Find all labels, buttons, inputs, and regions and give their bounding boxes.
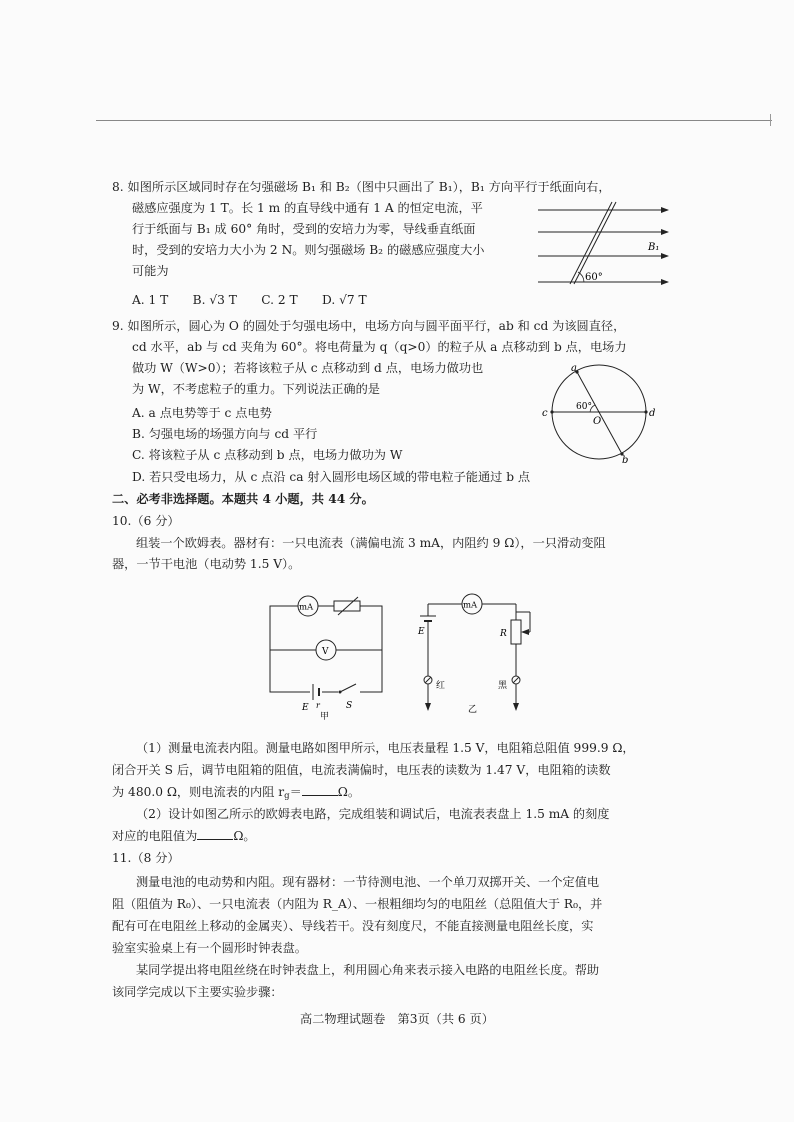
label-s: S xyxy=(346,701,353,711)
point-d xyxy=(644,410,647,413)
q8-line2: 磁感应强度为 1 T。长 1 m 的直导线中通有 1 A 的恒定电流，平 xyxy=(132,201,483,215)
q10-part1-line1: （1）测量电流表内阻。测量电路如图甲所示，电压表量程 1.5 V，电阻箱总阻值 999.9 Ω， xyxy=(136,741,635,755)
label-red: 红 xyxy=(436,681,446,691)
ammeter-label: mA xyxy=(463,600,478,611)
q9-option-b: B. 匀强电场的场强方向与 cd 平行 xyxy=(132,427,318,441)
q9-line2: cd 水平，ab 与 cd 夹角为 60°。将电荷量为 q（q>0）的粒子从 a 点移动到 b 点，电场力 xyxy=(132,340,627,354)
q11-line3: 配有可在电阻丝上移动的金属夹）、导线若干。没有刻度尺，不能直接测量电阻丝长度，实 xyxy=(112,919,594,933)
q9-option-d: D. 若只受电场力，从 c 点沿 ca 射入圆形电场区域的带电粒子能通过 b 点 xyxy=(132,470,531,484)
q10-part1-text: 为 480.0 Ω，则电流表的内阻 r xyxy=(112,785,285,799)
label-black: 黑 xyxy=(498,681,508,691)
unit-ohm: Ω。 xyxy=(233,829,256,843)
caption-jia: 甲 xyxy=(320,712,330,720)
q9-line3: 做功 W（W>0）；若将该粒子从 c 点移动到 d 点，电场力做功也 xyxy=(132,361,484,375)
label-r: R xyxy=(500,629,507,639)
q9-option-a: A. a 点电势等于 c 点电势 xyxy=(132,406,272,420)
label-b: b xyxy=(622,455,629,464)
q9-circle-field-figure xyxy=(540,362,660,464)
equals-sign: ＝ xyxy=(289,785,302,799)
q9-line4: 为 W，不考虑粒子的重力。下列说法正确的是 xyxy=(132,382,380,396)
q9-line1: 9. 如图所示，圆心为 O 的圆处于匀强电场中，电场方向与圆平面平行，ab 和 cd 为该圆直径， xyxy=(112,319,626,333)
answer-blank-rg[interactable] xyxy=(302,785,338,796)
rg-subscript: g xyxy=(284,791,290,801)
diameter-ab xyxy=(577,372,622,454)
label-r: r xyxy=(316,701,320,710)
q10-heading: 10.（6 分） xyxy=(112,514,180,528)
label-a: a xyxy=(571,363,577,374)
top-rule xyxy=(96,120,772,121)
point-c xyxy=(550,410,553,413)
label-e: E xyxy=(418,627,425,637)
b1-label: B₁ xyxy=(648,242,660,253)
q10-part2-line2 xyxy=(112,828,256,844)
q10-part1-line2: 闭合开关 S 后，调节电阻箱的阻值，电流表满偏时，电压表的读数为 1.47 V，电阻箱的读数 xyxy=(112,763,611,777)
q11-heading: 11.（8 分） xyxy=(112,851,180,865)
q10-ohmmeter-yi xyxy=(414,590,544,718)
unit-ohm: Ω。 xyxy=(337,785,361,799)
q8-line5: 可能为 xyxy=(132,264,169,278)
q10-circuit-jia xyxy=(262,590,394,720)
q11-line2: 阻（阻值为 R₀）、一只电流表（内阻为 R_A）、一根粗细均匀的电阻丝（总阻值大于 R₀，并 xyxy=(112,897,603,911)
rheostat xyxy=(511,620,521,644)
label-c: c xyxy=(542,408,548,419)
label-e: E xyxy=(302,703,309,713)
ammeter-label: mA xyxy=(299,602,314,613)
q9-option-c: C. 将该粒子从 c 点移动到 b 点，电场力做功为 W xyxy=(132,448,403,462)
q8-line1: 8. 如图所示区域同时存在匀强磁场 B₁ 和 B₂（图中只画出了 B₁），B₁ 方向平行于纸面向右， xyxy=(112,180,611,194)
section-2-heading: 二、必考非选择题。本题共 4 小题，共 44 分。 xyxy=(112,492,374,506)
q11-line1: 测量电池的电动势和内阻。现有器材：一节待测电池、一个单刀双掷开关、一个定值电 xyxy=(136,875,600,889)
q10-intro1: 组装一个欧姆表。器材有：一只电流表（满偏电流 3 mA，内阻约 9 Ω），一只滑动变阻 xyxy=(136,536,606,550)
battery-gap xyxy=(310,686,322,698)
q8-line3: 行于纸面与 B₁ 成 60° 角时，受到的安培力为零，导线垂直纸面 xyxy=(132,222,476,236)
edge-mark xyxy=(770,114,771,126)
q8-magnetic-field-figure xyxy=(530,200,680,296)
q11-line6: 该同学完成以下主要实验步骤： xyxy=(112,985,283,999)
q8-options: A. 1 T B. √3 T C. 2 T D. √7 T xyxy=(132,293,367,307)
q10-intro2: 器，一节干电池（电动势 1.5 V）。 xyxy=(112,557,301,571)
answer-blank-resistance[interactable] xyxy=(197,829,233,840)
q10-part2-text: 对应的电阻值为 xyxy=(112,829,198,843)
resistance-box xyxy=(334,601,360,611)
q10-part2-line1: （2）设计如图乙所示的欧姆表电路，完成组装和调试后，电流表表盘上 1.5 mA 的刻度 xyxy=(136,807,610,821)
q11-line5: 某同学提出将电阻丝绕在时钟表盘上，利用圆心角来表示接入电路的电阻丝长度。帮助 xyxy=(136,963,600,977)
label-o: O xyxy=(593,416,602,427)
page-footer: 高二物理试题卷 第3页（共 6 页） xyxy=(300,1012,494,1026)
voltmeter-label: V xyxy=(322,647,329,657)
caption-yi: 乙 xyxy=(468,705,478,715)
q10-part1-line3 xyxy=(112,784,360,804)
q8-line4: 时，受到的安培力大小为 2 N。则匀强磁场 B₂ 的磁感应强度大小 xyxy=(132,243,485,257)
angle-label: 60° xyxy=(585,272,603,283)
label-d: d xyxy=(649,408,656,419)
label-angle: 60° xyxy=(576,402,592,412)
q11-line4: 验室实验桌上有一个圆形时钟表盘。 xyxy=(112,941,307,955)
